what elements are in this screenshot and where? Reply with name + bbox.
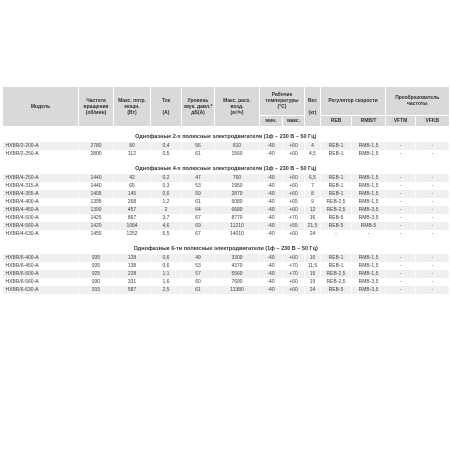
table-cell: 228 [114, 270, 151, 278]
header-temperature: Рабочие температуры (°C) [260, 87, 305, 116]
table-cell: 53 [182, 262, 215, 270]
table-cell: 19 [305, 278, 321, 286]
table-cell: - [386, 174, 416, 182]
table-cell: 1440 [79, 182, 114, 190]
header-vfkb: VFKB [416, 116, 449, 127]
model-cell: HXBR/4-500-A [3, 214, 79, 222]
table-cell: 8 [305, 190, 321, 198]
table-cell: - [416, 254, 449, 262]
table-cell: 112 [114, 150, 151, 158]
table-cell: RMB-1,5 [352, 190, 386, 198]
model-cell: HXBR/6-400-A [3, 254, 79, 262]
table-cell: +60 [283, 286, 305, 294]
table-cell: - [386, 254, 416, 262]
table-cell: REB-1 [321, 150, 352, 158]
table-cell: REB-1 [321, 174, 352, 182]
table-cell: 1420 [79, 222, 114, 230]
table-cell: -40 [260, 254, 283, 262]
table-cell: -40 [260, 182, 283, 190]
table-cell: 1,1 [151, 270, 182, 278]
table-cell: -40 [260, 206, 283, 214]
table-cell: 935 [79, 262, 114, 270]
table-header [3, 87, 449, 126]
table-cell: - [416, 230, 449, 238]
table-cell: 2870 [215, 190, 260, 198]
table-cell: +60 [283, 278, 305, 286]
table-cell: +60 [283, 190, 305, 198]
group-title-row [3, 244, 449, 254]
table-cell: -40 [260, 174, 283, 182]
table-cell: RMB-1,5 [352, 150, 386, 158]
table-cell: - [386, 150, 416, 158]
table-row [3, 198, 449, 206]
table-cell: 0,6 [151, 190, 182, 198]
header-frequency-converter: Преобразователь частоты [386, 87, 449, 116]
table-cell: 11,5 [305, 262, 321, 270]
model-cell: HXBR/6-500-A [3, 270, 79, 278]
table-cell: 61 [182, 286, 215, 294]
table-cell: - [416, 222, 449, 230]
model-cell: HXBR/6-450-A [3, 262, 79, 270]
header-power: Макс. потр. мощн. (Вт) [114, 87, 151, 126]
table-cell: 128 [114, 254, 151, 262]
table-cell: -40 [260, 278, 283, 286]
table-cell: REB-2,5 [321, 270, 352, 278]
table-cell: 12 [305, 206, 321, 214]
table-cell: REB-1 [321, 182, 352, 190]
table-cell: RMB-5 [352, 222, 386, 230]
model-cell: HXBR/2-200-A [3, 142, 79, 150]
table-cell: 810 [215, 142, 260, 150]
table-cell: 0,6 [151, 262, 182, 270]
table-row [3, 278, 449, 286]
table-cell: -40 [260, 222, 283, 230]
table-cell: - [386, 278, 416, 286]
table-cell: 1405 [79, 190, 114, 198]
table-cell: +60 [283, 206, 305, 214]
table-cell: - [386, 190, 416, 198]
table-cell: +60 [283, 230, 305, 238]
table-cell: 1425 [79, 214, 114, 222]
table-cell: 11380 [215, 286, 260, 294]
table-cell: - [386, 198, 416, 206]
table-cell: 49 [182, 254, 215, 262]
table-cell: - [321, 230, 352, 238]
table-cell: REB-1 [321, 142, 352, 150]
table-cell: +70 [283, 270, 305, 278]
table-cell: 21,5 [305, 222, 321, 230]
table-cell: 1084 [114, 222, 151, 230]
table-cell: REB-5 [321, 222, 352, 230]
spec-table-container [2, 87, 448, 294]
table-cell: - [386, 262, 416, 270]
table-cell: +70 [283, 214, 305, 222]
table-cell: -40 [260, 262, 283, 270]
model-cell: HXBR/4-450-A [3, 206, 79, 214]
header-temp-min: мин. [260, 116, 283, 127]
table-cell: 925 [79, 270, 114, 278]
model-cell: HXBR/2-250-A [3, 150, 79, 158]
table-cell: 4370 [215, 262, 260, 270]
table-cell: 138 [114, 262, 151, 270]
table-cell: +60 [283, 254, 305, 262]
model-cell: HXBR/6-630-A [3, 286, 79, 294]
table-cell: 42 [114, 174, 151, 182]
table-cell: - [386, 270, 416, 278]
table-cell: 80 [114, 142, 151, 150]
table-cell: +55 [283, 222, 305, 230]
table-cell: 5560 [215, 270, 260, 278]
table-cell: RMB-1,5 [352, 142, 386, 150]
table-cell: - [416, 174, 449, 182]
table-cell: 331 [114, 278, 151, 286]
table-cell: RMB-1,5 [352, 270, 386, 278]
table-cell: 3,7 [151, 214, 182, 222]
table-cell: -40 [260, 190, 283, 198]
table-cell: RMB-1,5 [352, 182, 386, 190]
fan-specifications-table [2, 87, 449, 294]
header-speed-regulator: Регулятор скорости [321, 87, 386, 116]
table-cell: - [416, 270, 449, 278]
model-cell: HXBR/4-560-A [3, 222, 79, 230]
table-cell: 53 [182, 182, 215, 190]
table-cell: 0,4 [151, 142, 182, 150]
table-row [3, 150, 449, 158]
table-cell: 6680 [215, 206, 260, 214]
table-cell: 1950 [215, 182, 260, 190]
table-row [3, 270, 449, 278]
table-cell: 9 [305, 198, 321, 206]
table-cell: - [386, 222, 416, 230]
table-cell: - [386, 206, 416, 214]
table-cell: RMB-1,5 [352, 254, 386, 262]
group-title: Однофазные 4-х полюсные электродвигатели (1ф – 230 В – 50 Гц) [3, 164, 449, 174]
table-cell: 4 [305, 142, 321, 150]
table-cell: +60 [283, 174, 305, 182]
group-title: Однофазные 6-ти полюсные электродвигатели (1ф – 230 В – 50 Гц) [3, 244, 449, 254]
table-cell: - [416, 214, 449, 222]
table-cell: 1560 [215, 150, 260, 158]
table-cell: - [416, 190, 449, 198]
header-noise: Уровень звук. давл.* дБ(А) [182, 87, 215, 126]
model-cell: HXBR/4-250-A [3, 174, 79, 182]
header-weight: Вес (кг) [305, 87, 321, 126]
group-title-row [3, 164, 449, 174]
table-cell: 5,5 [151, 230, 182, 238]
table-cell: 56 [182, 142, 215, 150]
table-cell: -40 [260, 150, 283, 158]
table-cell: 61 [182, 150, 215, 158]
table-cell: 2800 [79, 150, 114, 158]
table-cell: +60 [283, 182, 305, 190]
table-cell: 1,2 [151, 198, 182, 206]
group-title-row [3, 132, 449, 142]
table-row [3, 182, 449, 190]
table-cell: 65 [114, 182, 151, 190]
table-cell: RMB-3,5 [352, 206, 386, 214]
model-cell: HXBR/4-355-A [3, 190, 79, 198]
table-cell: 67 [182, 214, 215, 222]
table-cell: 2 [151, 206, 182, 214]
table-cell: -40 [260, 270, 283, 278]
table-cell: 16 [305, 214, 321, 222]
table-cell: RMB-1,5 [352, 174, 386, 182]
table-cell: - [386, 214, 416, 222]
header-rmbt: RMB/T [352, 116, 386, 127]
table-cell: 10 [305, 254, 321, 262]
table-cell: 7690 [215, 278, 260, 286]
header-vftm: VFTM [386, 116, 416, 127]
table-cell: +65 [283, 198, 305, 206]
table-cell: 1252 [114, 230, 151, 238]
table-cell: 0,3 [151, 182, 182, 190]
table-cell: RMB-3,5 [352, 286, 386, 294]
table-row [3, 286, 449, 294]
table-cell: 24 [305, 230, 321, 238]
model-cell: HXBR/4-400-A [3, 198, 79, 206]
table-cell: 867 [114, 214, 151, 222]
table-cell: 57 [182, 270, 215, 278]
table-cell: 8770 [215, 214, 260, 222]
table-row [3, 230, 449, 238]
table-cell: 935 [79, 254, 114, 262]
table-cell: 4,5 [305, 150, 321, 158]
table-row [3, 142, 449, 150]
table-row [3, 222, 449, 230]
table-cell: 760 [215, 174, 260, 182]
table-cell: REB-2,5 [321, 198, 352, 206]
table-row [3, 206, 449, 214]
table-cell: RMB-1,5 [352, 262, 386, 270]
header-current: Ток (А) [151, 87, 182, 126]
table-cell: REB-2,5 [321, 278, 352, 286]
table-cell: 0,5 [151, 150, 182, 158]
table-cell: - [416, 206, 449, 214]
table-cell: 2,5 [151, 286, 182, 294]
table-row [3, 262, 449, 270]
table-cell: +70 [283, 262, 305, 270]
table-cell: - [416, 278, 449, 286]
table-cell: -40 [260, 198, 283, 206]
table-cell: 64 [182, 206, 215, 214]
table-cell: REB-2,5 [321, 206, 352, 214]
table-cell: REB-5 [321, 214, 352, 222]
table-cell: REB-5 [321, 286, 352, 294]
table-cell: - [416, 182, 449, 190]
header-temp-max: макс. [283, 116, 305, 127]
table-cell: 15 [305, 270, 321, 278]
table-cell: -40 [260, 286, 283, 294]
table-cell: REB-1 [321, 190, 352, 198]
table-cell: 4,6 [151, 222, 182, 230]
table-cell: 1395 [79, 198, 114, 206]
table-row [3, 174, 449, 182]
table-cell: - [416, 150, 449, 158]
table-cell: - [416, 142, 449, 150]
table-cell: 47 [182, 174, 215, 182]
table-cell: 67 [182, 230, 215, 238]
table-cell: +60 [283, 150, 305, 158]
table-cell: +60 [283, 142, 305, 150]
table-cell: - [352, 230, 386, 238]
table-cell: 2780 [79, 142, 114, 150]
table-cell: 930 [79, 278, 114, 286]
table-cell: 11210 [215, 222, 260, 230]
table-cell: 0,6 [151, 254, 182, 262]
table-cell: 5080 [215, 198, 260, 206]
table-cell: 60 [182, 278, 215, 286]
table-cell: 7 [305, 182, 321, 190]
model-cell: HXBR/6-560-A [3, 278, 79, 286]
table-cell: - [416, 262, 449, 270]
table-cell: 1,6 [151, 278, 182, 286]
table-cell: 0,2 [151, 174, 182, 182]
table-cell: - [416, 198, 449, 206]
table-cell: 457 [114, 206, 151, 214]
table-cell: - [386, 230, 416, 238]
table-cell: 1455 [79, 230, 114, 238]
table-cell: -40 [260, 142, 283, 150]
table-cell: 268 [114, 198, 151, 206]
table-cell: - [386, 142, 416, 150]
table-cell: - [416, 286, 449, 294]
group-title: Однофазные 2-х полюсные электродвигатели (1ф – 230 В – 50 Гц) [3, 132, 449, 142]
table-cell: RMB-1,5 [352, 198, 386, 206]
table-cell: 3300 [215, 254, 260, 262]
model-cell: HXBR/4-315-A [3, 182, 79, 190]
table-cell: 59 [182, 190, 215, 198]
table-cell: 587 [114, 286, 151, 294]
table-row [3, 214, 449, 222]
table-row [3, 254, 449, 262]
table-cell: - [386, 286, 416, 294]
table-cell: RMB-3,5 [352, 214, 386, 222]
table-body [3, 126, 449, 294]
table-cell: REB-1 [321, 262, 352, 270]
model-cell: HXBR/4-630-A [3, 230, 79, 238]
table-cell: 1440 [79, 174, 114, 182]
header-airflow: Макс. расх. возд. (м³/ч) [215, 87, 260, 126]
table-cell: -40 [260, 214, 283, 222]
table-cell: -40 [260, 230, 283, 238]
table-cell: 1390 [79, 206, 114, 214]
table-cell: 6,5 [305, 174, 321, 182]
table-cell: 14010 [215, 230, 260, 238]
table-cell: RMB-3,5 [352, 278, 386, 286]
header-reb: REB [321, 116, 352, 127]
header-frequency: Частота вращения (об/мин) [79, 87, 114, 126]
table-cell: REB-1 [321, 254, 352, 262]
table-cell: - [386, 182, 416, 190]
table-cell: 69 [182, 222, 215, 230]
table-row [3, 190, 449, 198]
table-cell: 24 [305, 286, 321, 294]
table-cell: 915 [79, 286, 114, 294]
header-model: Модель [3, 87, 79, 126]
table-cell: 145 [114, 190, 151, 198]
table-cell: 61 [182, 198, 215, 206]
